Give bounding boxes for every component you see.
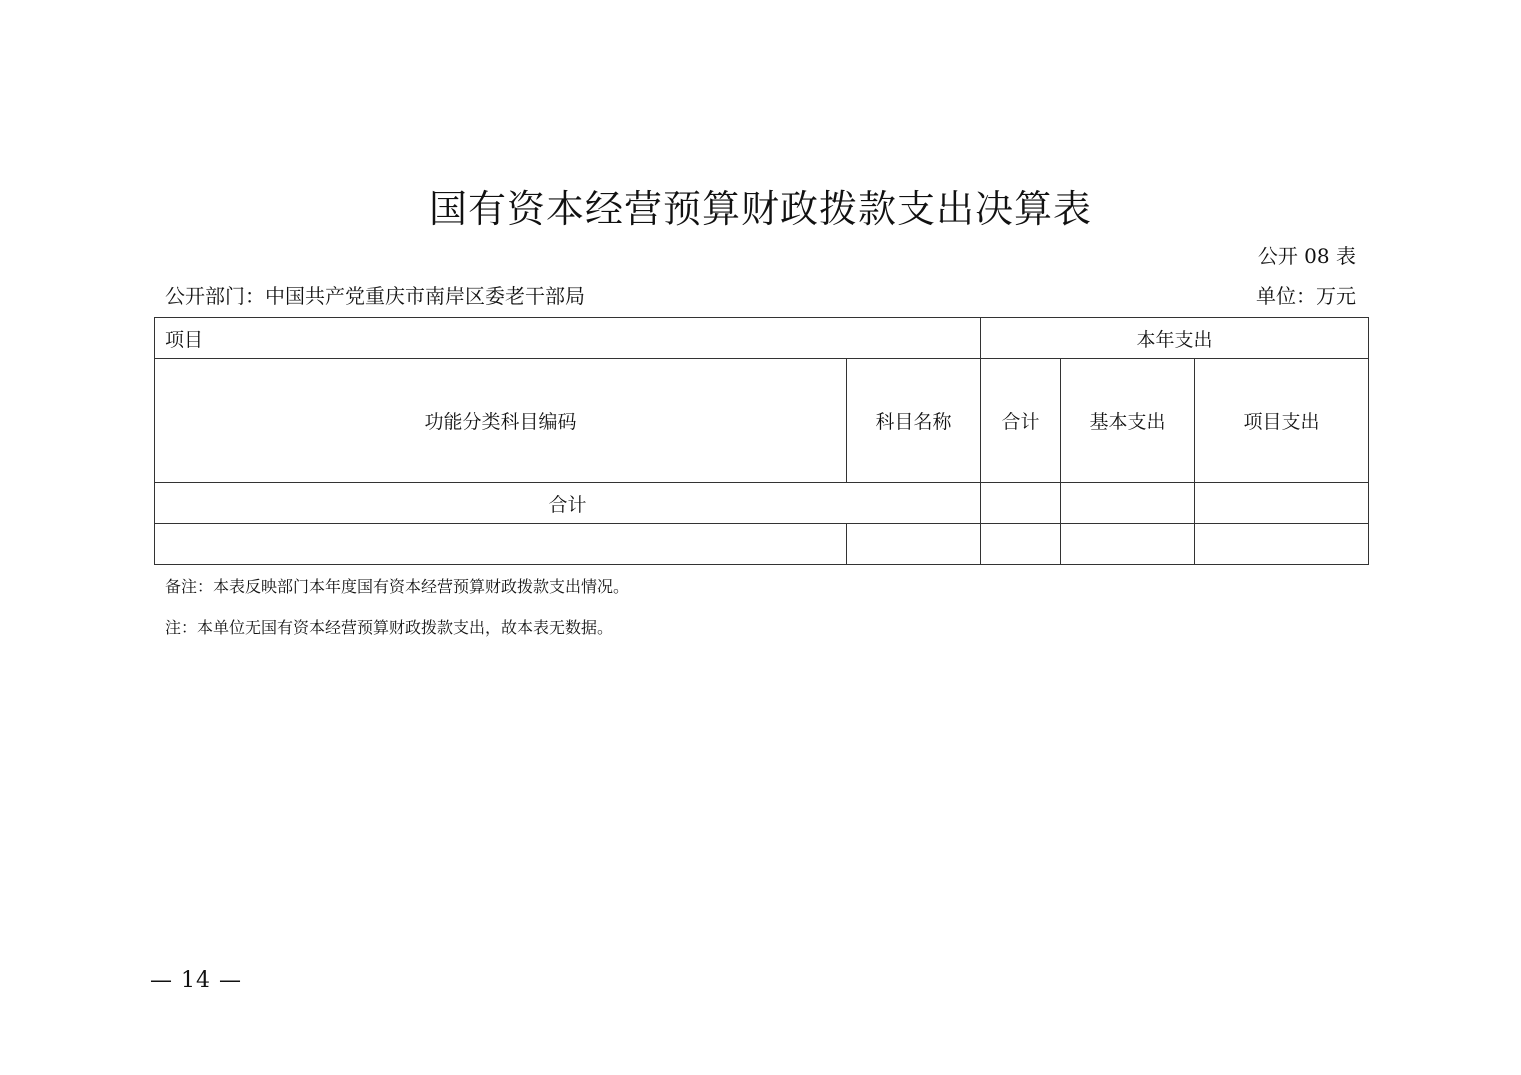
column-header-basic: 基本支出 (1061, 359, 1195, 483)
header-item: 项目 (155, 318, 981, 359)
total-row-label: 合计 (155, 483, 981, 524)
column-header-total: 合计 (981, 359, 1061, 483)
basic-total-cell (1061, 483, 1195, 524)
unit-label: 单位：万元 (1256, 284, 1356, 308)
column-header-project: 项目支出 (1195, 359, 1369, 483)
budget-table (154, 317, 1369, 565)
table-column-header-row (155, 359, 1369, 483)
remark-note: 备注：本表反映部门本年度国有资本经营预算财政拨款支出情况。 (165, 577, 630, 596)
header-current-year: 本年支出 (981, 318, 1369, 359)
table-cell (155, 524, 847, 565)
table-header-row (155, 318, 1369, 359)
column-header-name: 科目名称 (847, 359, 981, 483)
page-number: — 14 — (150, 968, 242, 993)
total-cell (981, 483, 1061, 524)
no-data-note: 注：本单位无国有资本经营预算财政拨款支出，故本表无数据。 (165, 618, 614, 637)
table-cell (1061, 524, 1195, 565)
column-header-code: 功能分类科目编码 (155, 359, 847, 483)
table-number: 公开 08 表 (1257, 244, 1356, 268)
table-total-row (155, 483, 1369, 524)
table-cell (981, 524, 1061, 565)
table-cell (1195, 524, 1369, 565)
table-cell (847, 524, 981, 565)
project-total-cell (1195, 483, 1369, 524)
department-label: 公开部门：中国共产党重庆市南岸区委老干部局 (165, 284, 585, 308)
page-title: 国有资本经营预算财政拨款支出决算表 (428, 187, 1092, 231)
table-row (155, 524, 1369, 565)
